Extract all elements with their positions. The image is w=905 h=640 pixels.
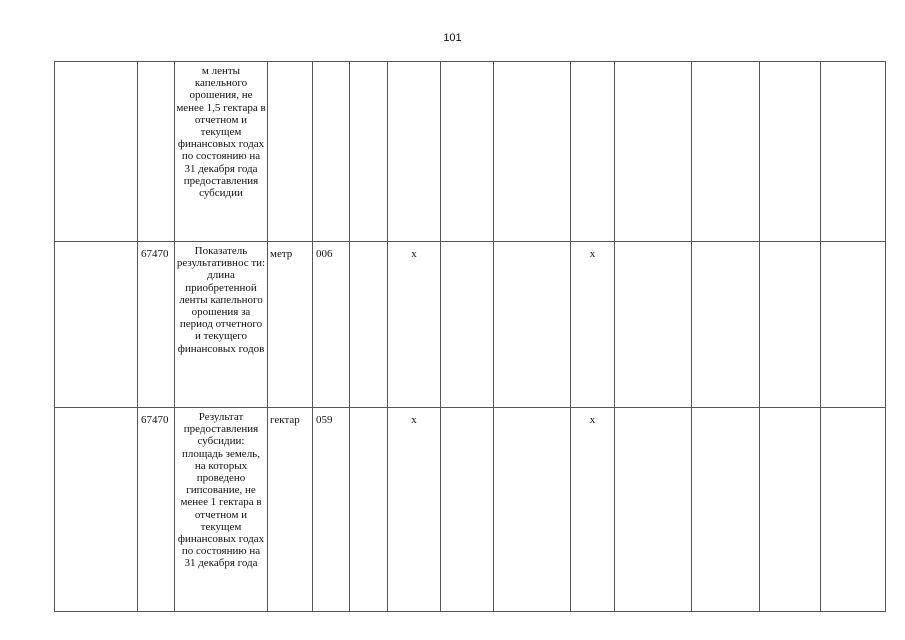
table-cell-empty — [441, 62, 494, 242]
table-cell-name: Показатель результативнос ти: длина приобретенной ленты капельного орошения за период отчетного и текущего финансовых годов — [175, 242, 268, 408]
page-number: 101 — [443, 32, 462, 44]
table-cell-empty — [821, 62, 886, 242]
table-cell-mark — [388, 62, 441, 242]
table-row — [55, 62, 886, 242]
table-cell-okei — [313, 62, 350, 242]
table-row — [55, 242, 886, 408]
table-cell-empty — [821, 242, 886, 408]
table-cell-empty — [692, 242, 760, 408]
table-cell-empty — [821, 408, 886, 612]
table-cell-code: 67470 — [138, 408, 175, 612]
table-cell-code — [138, 62, 175, 242]
table-cell-blank — [55, 62, 138, 242]
table-cell-empty — [494, 408, 571, 612]
table-cell-mark: x — [388, 242, 441, 408]
table-cell-mark: x — [388, 408, 441, 612]
table-cell-blank — [55, 242, 138, 408]
table-cell-name: м ленты капельного орошения, не менее 1,5 гектара в отчетном и текущем финансовых годах по состоянию на 31 декабря года предоставления субсидии — [175, 62, 268, 242]
table-cell-empty — [760, 62, 821, 242]
table-cell-empty — [350, 62, 388, 242]
table-cell-unit: гектар — [268, 408, 313, 612]
table-cell-mark: x — [571, 408, 615, 612]
table-cell-empty — [615, 62, 692, 242]
table-cell-empty — [760, 242, 821, 408]
table-cell-empty — [441, 408, 494, 612]
table-cell-empty — [350, 408, 388, 612]
table-cell-empty — [615, 408, 692, 612]
table-cell-mark: x — [571, 242, 615, 408]
table-cell-blank — [55, 408, 138, 612]
table-cell-empty — [692, 62, 760, 242]
table-cell-okei: 006 — [313, 242, 350, 408]
table-cell-empty — [615, 242, 692, 408]
table-cell-empty — [350, 242, 388, 408]
table-cell-code: 67470 — [138, 242, 175, 408]
table-cell-unit — [268, 62, 313, 242]
table-cell-empty — [494, 242, 571, 408]
table-cell-empty — [760, 408, 821, 612]
table-cell-mark — [571, 62, 615, 242]
data-table — [54, 61, 886, 612]
table-cell-empty — [692, 408, 760, 612]
table-cell-empty — [441, 242, 494, 408]
table-cell-name: Результат предоставления субсидии: площадь земель, на которых проведено гипсование, не менее 1 гектара в отчетном и текущем финансовых годах по состоянию на 31 декабря года — [175, 408, 268, 612]
table-cell-empty — [494, 62, 571, 242]
table-cell-unit: метр — [268, 242, 313, 408]
table-row — [55, 408, 886, 612]
table-cell-okei: 059 — [313, 408, 350, 612]
